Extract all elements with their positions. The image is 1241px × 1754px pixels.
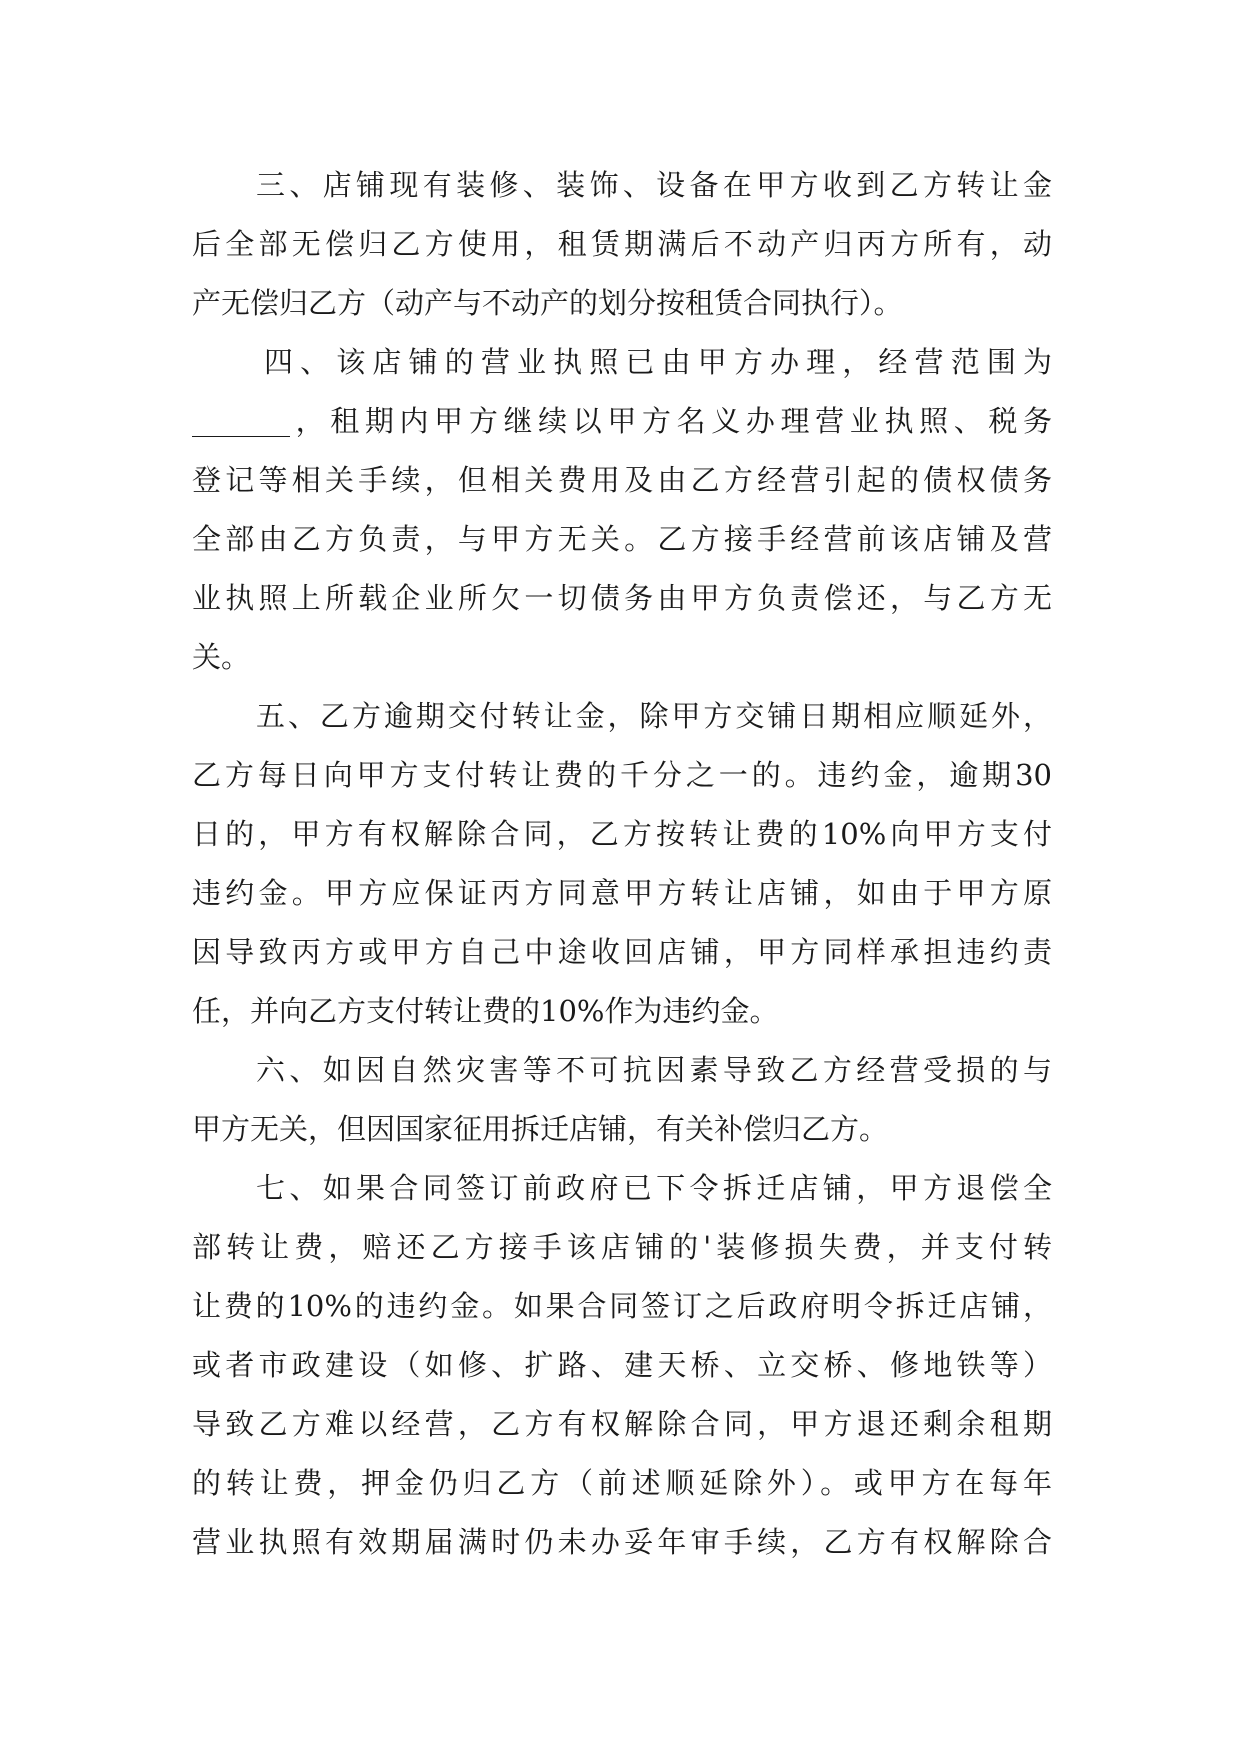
paragraph-clause-4 — [192, 333, 1052, 687]
text-line: 后全部无偿归乙方使用，租赁期满后不动产归丙方所有，动 — [192, 227, 1052, 261]
text-line: 登记等相关手续，但相关费用及由乙方经营引起的债权债务 — [192, 463, 1052, 497]
text-line: 三、店铺现有装修、装饰、设备在甲方收到乙方转让金 — [256, 168, 1052, 202]
text-line: 乙方每日向甲方支付转让费的千分之一的。违约金，逾期30 — [192, 758, 1052, 792]
paragraph-clause-5 — [192, 687, 1052, 1041]
text-line: 全部由乙方负责，与甲方无关。乙方接手经营前该店铺及营 — [192, 522, 1052, 556]
text-line: 营业执照有效期届满时仍未办妥年审手续，乙方有权解除合 — [192, 1525, 1052, 1559]
text-line: 部转让费，赔还乙方接手该店铺的'装修损失费，并支付转 — [192, 1230, 1052, 1264]
text-line: 甲方无关，但因国家征用拆迁店铺，有关补偿归乙方。 — [192, 1112, 889, 1146]
text-line: 六、如因自然灾害等不可抗因素导致乙方经营受损的与 — [256, 1053, 1052, 1087]
text-line: 四、该店铺的营业执照已由甲方办理，经营范围为 — [264, 345, 1052, 379]
text-line: 违约金。甲方应保证丙方同意甲方转让店铺，如由于甲方原 — [192, 876, 1052, 910]
text-line: 导致乙方难以经营，乙方有权解除合同，甲方退还剩余租期 — [192, 1407, 1052, 1441]
text-line-tail: ，租期内甲方继续以甲方名义办理营业执照、税务 — [290, 404, 1052, 438]
text-line: 七、如果合同签订前政府已下令拆迁店铺，甲方退偿全 — [256, 1171, 1052, 1205]
text-line: 的转让费，押金仍归乙方（前述顺延除外）。或甲方在每年 — [192, 1466, 1052, 1500]
text-line: 产无偿归乙方（动产与不动产的划分按租赁合同执行）。 — [192, 286, 903, 320]
text-line: 关。 — [192, 640, 251, 674]
text-line: 让费的10%的违约金。如果合同签订之后政府明令拆迁店铺， — [192, 1289, 1052, 1323]
paragraph-clause-3 — [192, 156, 1052, 333]
text-line: 任，并向乙方支付转让费的10%作为违约金。 — [192, 994, 779, 1028]
paragraph-clause-6 — [192, 1041, 1052, 1159]
paragraph-clause-7 — [192, 1159, 1052, 1572]
text-line: 因导致丙方或甲方自己中途收回店铺，甲方同样承担违约责 — [192, 935, 1052, 969]
text-line: 日的，甲方有权解除合同，乙方按转让费的10%向甲方支付 — [192, 817, 1052, 851]
text-line: 业执照上所载企业所欠一切债务由甲方负责偿还，与乙方无 — [192, 581, 1052, 615]
fill-in-blank — [192, 410, 290, 437]
text-line: 五、乙方逾期交付转让金，除甲方交铺日期相应顺延外， — [256, 699, 1052, 733]
document-body — [192, 156, 1052, 1572]
text-line: 或者市政建设（如修、扩路、建天桥、立交桥、修地铁等） — [192, 1348, 1052, 1382]
text-line-with-blank — [192, 392, 1052, 451]
